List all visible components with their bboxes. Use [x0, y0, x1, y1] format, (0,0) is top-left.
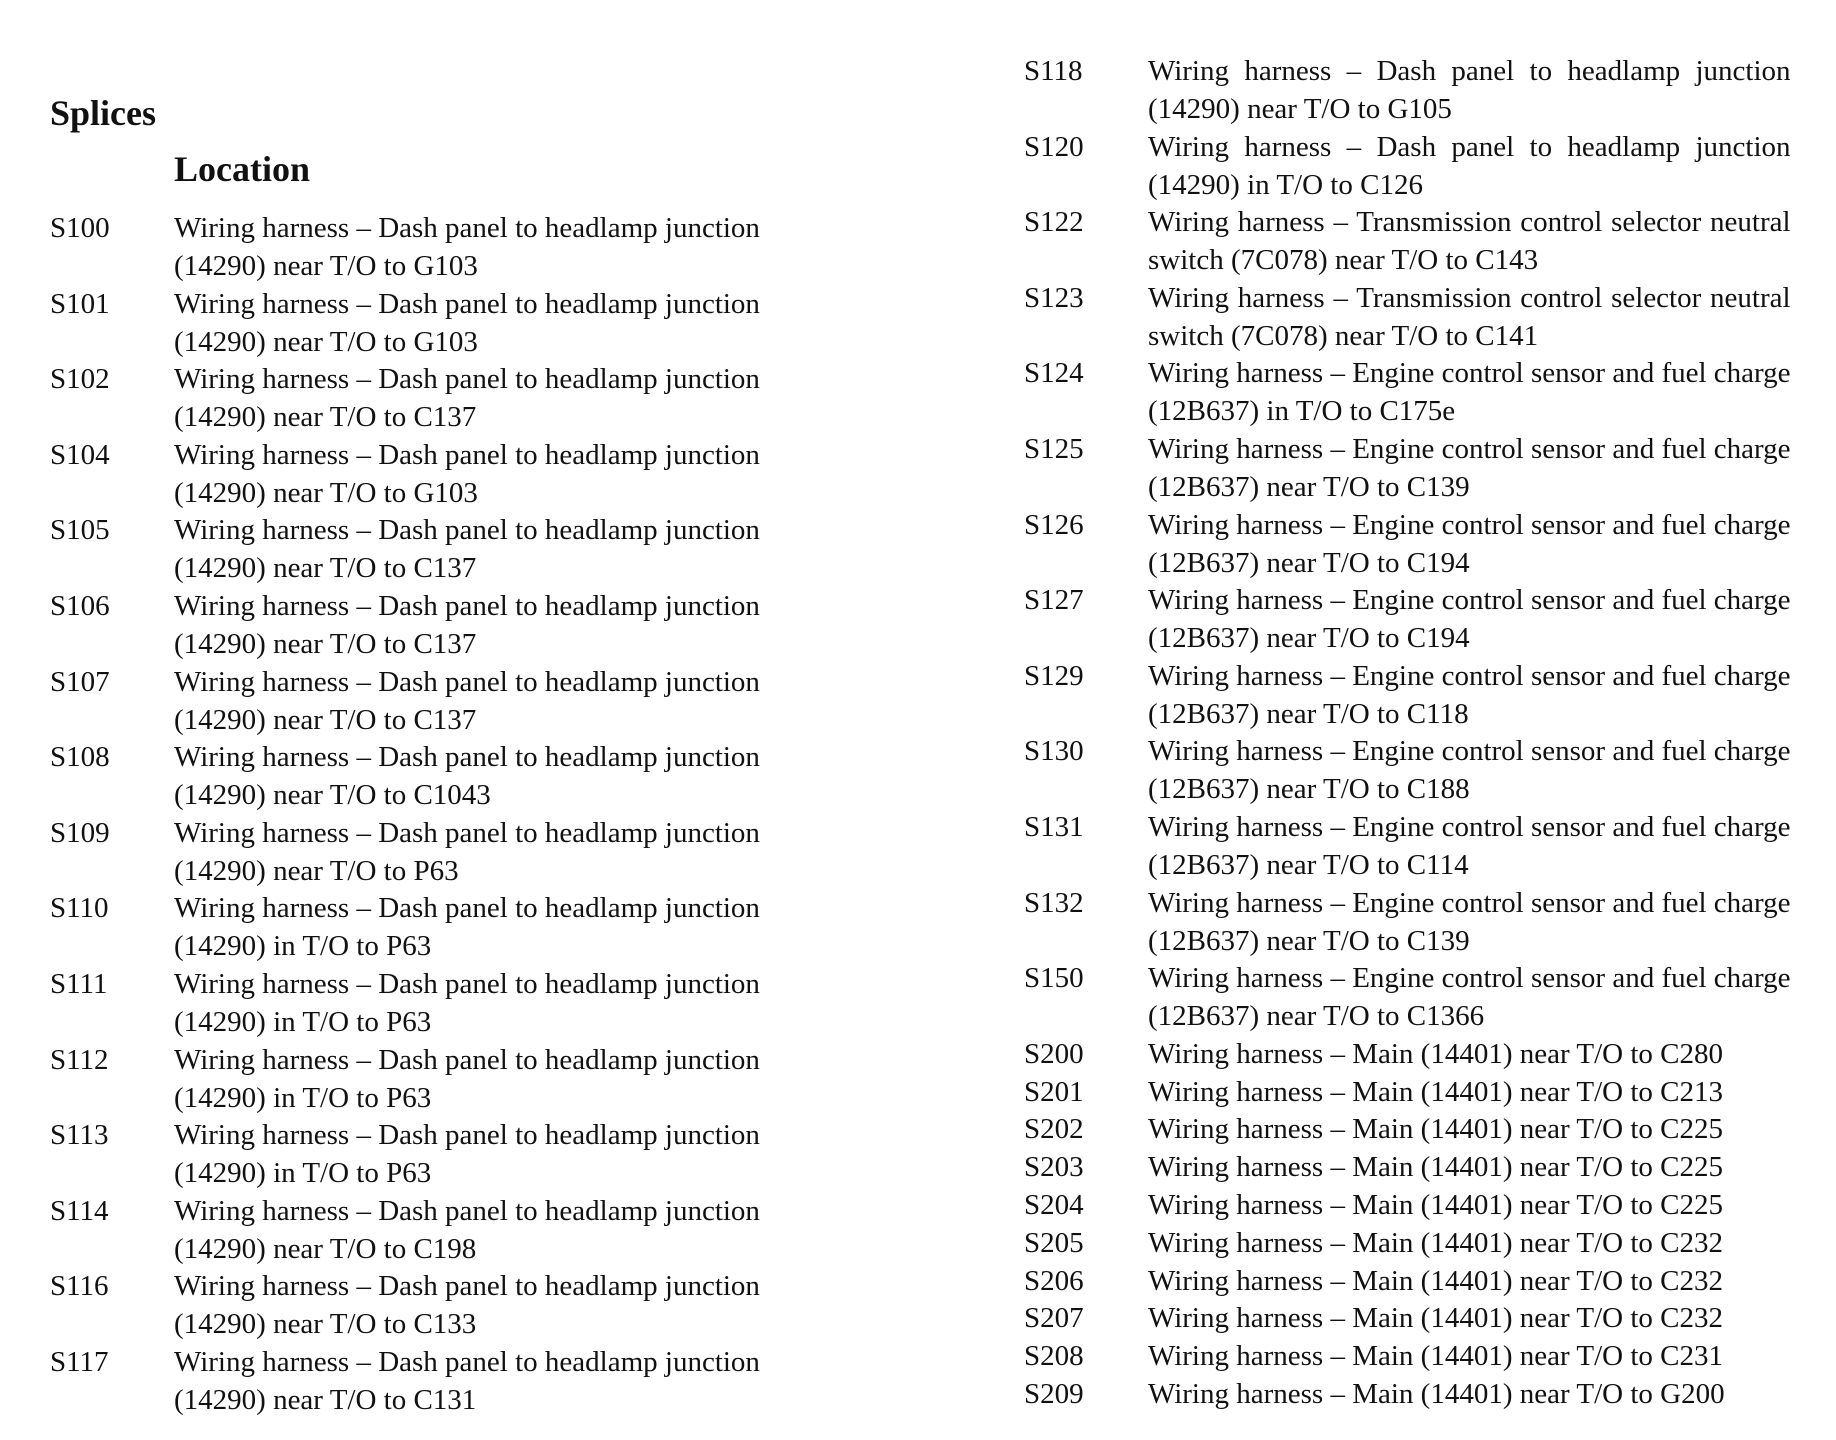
splice-code: S202	[1024, 1113, 1084, 1146]
location-line-1: Wiring harness – Engine control sensor and fuel charge	[1148, 810, 1791, 843]
splice-code: S108	[50, 741, 110, 774]
left-splice-list	[50, 209, 760, 1419]
location-line-1: Wiring harness – Engine control sensor and fuel charge	[1148, 962, 1791, 995]
location-line-2: (14290) near T/O to C137	[174, 401, 477, 434]
splice-location	[1148, 1299, 1791, 1337]
splice-location	[174, 1041, 760, 1117]
location-line-2: (14290) near T/O to C137	[174, 627, 477, 660]
location-line-2: switch (7C078) near T/O to C143	[1148, 244, 1539, 277]
splice-location	[174, 209, 760, 285]
location-line-2: (14290) near T/O to C137	[174, 552, 477, 585]
splice-code: S126	[1024, 508, 1084, 541]
splice-code: S125	[1024, 432, 1084, 465]
splice-entry	[1024, 52, 1791, 128]
splice-code: S107	[50, 665, 110, 698]
location-line-2: (14290) in T/O to P63	[174, 1081, 432, 1114]
location-line-1: Wiring harness – Main (14401) near T/O to C225	[1148, 1188, 1723, 1221]
location-line-2: (12B637) near T/O to C139	[1148, 470, 1470, 503]
location-line-2: switch (7C078) near T/O to C141	[1148, 319, 1539, 352]
location-line-1: Wiring harness – Main (14401) near T/O to C225	[1148, 1151, 1723, 1184]
splice-code: S129	[1024, 659, 1084, 692]
location-line-1: Wiring harness – Dash panel to headlamp junction	[174, 287, 760, 320]
splice-entry	[1024, 506, 1791, 582]
location-line-1: Wiring harness – Dash panel to headlamp junction	[1148, 55, 1791, 87]
location-line-2: (12B637) near T/O to C114	[1148, 848, 1469, 881]
location-line-1: Wiring harness – Dash panel to headlamp junction	[174, 1119, 760, 1152]
location-line-1: Wiring harness – Dash panel to headlamp junction	[174, 741, 760, 774]
splice-entry	[50, 1041, 760, 1117]
location-line-1: Wiring harness – Main (14401) near T/O to G200	[1148, 1377, 1725, 1410]
splice-code: S120	[1024, 130, 1084, 163]
splice-entry	[50, 814, 760, 890]
splice-entry	[50, 738, 760, 814]
location-line-2: (12B637) near T/O to C194	[1148, 622, 1470, 655]
splice-location	[1148, 884, 1791, 960]
location-line-1: Wiring harness – Dash panel to headlamp junction	[174, 363, 760, 396]
splice-location	[1148, 1262, 1791, 1300]
page-title: Splices	[50, 93, 157, 133]
location-line-1: Wiring harness – Dash panel to headlamp junction	[174, 1043, 760, 1076]
location-line-1: Wiring harness – Main (14401) near T/O to C232	[1148, 1302, 1723, 1335]
splice-code: S203	[1024, 1151, 1084, 1184]
splice-entry	[1024, 430, 1791, 506]
splice-location	[1148, 1337, 1791, 1375]
splice-entry	[1024, 279, 1791, 355]
splice-location	[174, 814, 760, 890]
location-line-1: Wiring harness – Dash panel to headlamp junction	[174, 212, 760, 244]
splice-location	[174, 1192, 760, 1268]
splice-location	[1148, 279, 1791, 355]
location-line-1: Wiring harness – Dash panel to headlamp junction	[174, 514, 760, 547]
splice-entry	[1024, 128, 1791, 204]
splice-entry	[1024, 1186, 1791, 1224]
splice-code: S127	[1024, 584, 1084, 617]
splice-code: S206	[1024, 1264, 1084, 1297]
location-line-2: (14290) near T/O to G105	[1148, 93, 1452, 125]
location-line-2: (14290) in T/O to P63	[174, 1157, 432, 1190]
splice-location	[174, 1116, 760, 1192]
splice-location	[1148, 808, 1791, 884]
location-line-2: (14290) near T/O to C198	[174, 1232, 477, 1265]
splice-code: S114	[50, 1194, 109, 1227]
splice-entry	[50, 663, 760, 739]
splice-location	[1148, 354, 1791, 430]
location-line-2: (12B637) near T/O to C188	[1148, 773, 1470, 806]
splice-entry	[50, 889, 760, 965]
location-line-1: Wiring harness – Dash panel to headlamp junction	[174, 1194, 760, 1227]
splice-location	[174, 738, 760, 814]
splice-entry	[50, 1343, 760, 1419]
location-column-header: Location	[174, 149, 311, 189]
location-line-1: Wiring harness – Engine control sensor and fuel charge	[1148, 584, 1791, 617]
splice-code: S110	[50, 892, 109, 925]
splice-location	[1148, 52, 1791, 128]
splice-location	[174, 436, 760, 512]
splice-location	[1148, 581, 1791, 657]
splice-location	[1148, 657, 1791, 733]
location-line-1: Wiring harness – Main (14401) near T/O to C232	[1148, 1226, 1723, 1259]
splice-code: S204	[1024, 1188, 1084, 1221]
splice-entry	[1024, 1224, 1791, 1262]
location-line-2: (14290) in T/O to P63	[174, 1005, 432, 1038]
location-line-1: Wiring harness – Dash panel to headlamp junction	[174, 892, 760, 925]
splice-code: S209	[1024, 1377, 1084, 1410]
splice-entry	[50, 1192, 760, 1268]
location-line-1: Wiring harness – Dash panel to headlamp junction	[174, 1270, 760, 1303]
splice-location	[174, 511, 760, 587]
splice-code: S123	[1024, 281, 1084, 314]
location-line-1: Wiring harness – Engine control sensor and fuel charge	[1148, 735, 1791, 768]
location-line-1: Wiring harness – Dash panel to headlamp junction	[174, 665, 760, 698]
splice-entry	[50, 436, 760, 512]
splice-code: S124	[1024, 357, 1084, 390]
splice-entry	[50, 965, 760, 1041]
splice-code: S105	[50, 514, 110, 547]
splice-location	[174, 663, 760, 739]
location-line-1: Wiring harness – Engine control sensor and fuel charge	[1148, 886, 1791, 919]
splice-location	[1148, 1186, 1791, 1224]
splice-code: S101	[50, 287, 110, 320]
splice-entry	[1024, 203, 1791, 279]
location-line-2: (14290) near T/O to G103	[174, 476, 478, 509]
splice-location	[1148, 1035, 1791, 1073]
splice-code: S118	[1024, 55, 1083, 87]
location-line-1: Wiring harness – Engine control sensor and fuel charge	[1148, 659, 1791, 692]
splice-entry	[50, 209, 760, 285]
location-line-1: Wiring harness – Dash panel to headlamp junction	[174, 438, 760, 471]
splice-code: S208	[1024, 1340, 1084, 1373]
splice-entry	[50, 1267, 760, 1343]
splice-entry	[1024, 884, 1791, 960]
splice-code: S100	[50, 212, 110, 244]
splice-entry	[1024, 1110, 1791, 1148]
location-line-2: (14290) near T/O to G103	[174, 250, 478, 282]
splice-code: S113	[50, 1119, 109, 1152]
splice-entry	[1024, 1337, 1791, 1375]
location-line-2: (12B637) near T/O to C1366	[1148, 1000, 1485, 1033]
splice-location	[1148, 1224, 1791, 1262]
splice-entry	[1024, 1035, 1791, 1073]
right-splice-list	[1024, 52, 1791, 1413]
location-line-1: Wiring harness – Engine control sensor and fuel charge	[1148, 432, 1791, 465]
splice-code: S112	[50, 1043, 109, 1076]
splice-code: S117	[50, 1345, 109, 1378]
location-line-1: Wiring harness – Dash panel to headlamp junction	[1148, 130, 1791, 163]
location-line-2: (12B637) in T/O to C175e	[1148, 395, 1456, 428]
splice-code: S205	[1024, 1226, 1084, 1259]
splice-entry	[50, 587, 760, 663]
splice-entry	[1024, 808, 1791, 884]
splice-code: S111	[50, 967, 108, 1000]
splice-entry	[1024, 1262, 1791, 1300]
splice-entry	[1024, 732, 1791, 808]
splice-code: S207	[1024, 1302, 1084, 1335]
splice-location	[174, 1267, 760, 1343]
splice-location	[1148, 1110, 1791, 1148]
splice-entry	[50, 1116, 760, 1192]
location-line-2: (14290) in T/O to P63	[174, 930, 432, 963]
splice-location	[1148, 732, 1791, 808]
splice-code: S131	[1024, 810, 1084, 843]
location-line-1: Wiring harness – Engine control sensor and fuel charge	[1148, 508, 1791, 541]
location-line-1: Wiring harness – Dash panel to headlamp junction	[174, 589, 760, 622]
splice-location	[1148, 506, 1791, 582]
splice-code: S200	[1024, 1037, 1084, 1070]
splice-entry	[50, 285, 760, 361]
location-line-1: Wiring harness – Transmission control selector neutral	[1148, 206, 1791, 239]
splice-entry	[1024, 354, 1791, 430]
location-line-2: (14290) near T/O to C133	[174, 1308, 477, 1341]
splice-entry	[50, 360, 760, 436]
location-line-2: (14290) near T/O to C137	[174, 703, 477, 736]
location-line-2: (14290) near T/O to G103	[174, 325, 478, 358]
splice-location	[174, 587, 760, 663]
splice-location	[1148, 203, 1791, 279]
splice-location	[1148, 128, 1791, 204]
splice-code: S104	[50, 438, 110, 471]
splice-location	[174, 285, 760, 361]
location-line-1: Wiring harness – Main (14401) near T/O to C213	[1148, 1075, 1723, 1108]
location-line-2: (14290) near T/O to C131	[174, 1383, 477, 1416]
location-line-1: Wiring harness – Main (14401) near T/O to C232	[1148, 1264, 1723, 1297]
splice-code: S116	[50, 1270, 109, 1303]
splice-code: S132	[1024, 886, 1084, 919]
splice-code: S109	[50, 816, 110, 849]
splice-entry	[1024, 1073, 1791, 1111]
splice-location	[1148, 959, 1791, 1035]
splice-entry	[1024, 657, 1791, 733]
location-line-2: (14290) in T/O to C126	[1148, 168, 1423, 201]
splice-code: S106	[50, 589, 110, 622]
splice-entry	[1024, 581, 1791, 657]
splice-location	[174, 889, 760, 965]
splice-code: S201	[1024, 1075, 1084, 1108]
location-line-2: (14290) near T/O to C1043	[174, 779, 491, 812]
splice-location	[174, 1343, 760, 1419]
location-line-2: (12B637) near T/O to C118	[1148, 697, 1469, 730]
location-line-2: (12B637) near T/O to C194	[1148, 546, 1470, 579]
splice-code: S130	[1024, 735, 1084, 768]
splice-location	[1148, 1073, 1791, 1111]
splice-location	[1148, 1375, 1791, 1413]
location-line-2: (12B637) near T/O to C139	[1148, 924, 1470, 957]
location-line-1: Wiring harness – Dash panel to headlamp junction	[174, 1345, 760, 1378]
splice-entry	[1024, 959, 1791, 1035]
location-line-1: Wiring harness – Transmission control selector neutral	[1148, 281, 1791, 314]
splice-code: S150	[1024, 962, 1084, 995]
splice-location	[174, 360, 760, 436]
splice-location	[1148, 430, 1791, 506]
splice-entry	[50, 511, 760, 587]
location-line-1: Wiring harness – Dash panel to headlamp junction	[174, 816, 760, 849]
splice-entry	[1024, 1148, 1791, 1186]
splice-entry	[1024, 1299, 1791, 1337]
location-line-1: Wiring harness – Main (14401) near T/O to C225	[1148, 1113, 1723, 1146]
splice-location	[174, 965, 760, 1041]
location-line-1: Wiring harness – Engine control sensor and fuel charge	[1148, 357, 1791, 390]
location-line-1: Wiring harness – Dash panel to headlamp junction	[174, 967, 760, 1000]
splice-code: S122	[1024, 206, 1084, 239]
splice-code: S102	[50, 363, 110, 396]
splice-entry	[1024, 1375, 1791, 1413]
splice-location	[1148, 1148, 1791, 1186]
location-line-1: Wiring harness – Main (14401) near T/O to C280	[1148, 1037, 1723, 1070]
location-line-2: (14290) near T/O to P63	[174, 854, 459, 887]
location-line-1: Wiring harness – Main (14401) near T/O to C231	[1148, 1340, 1723, 1373]
